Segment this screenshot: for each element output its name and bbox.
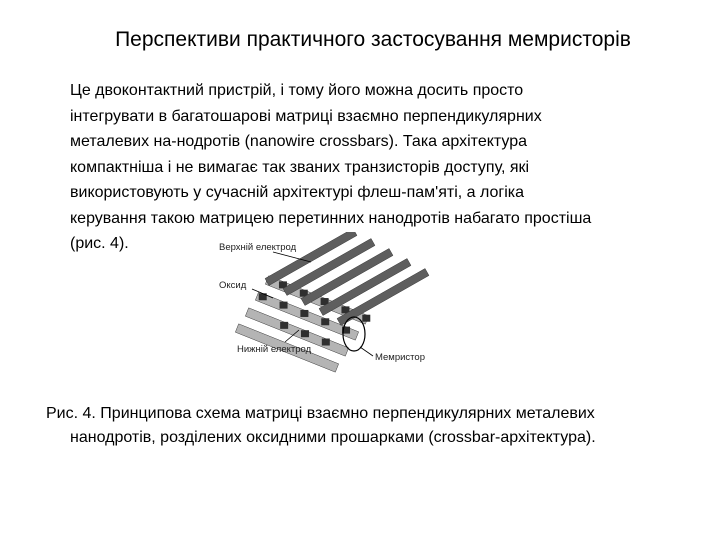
paragraph-line: використовують у сучасній архітектурі флеш-пам'яті, а логіка bbox=[70, 184, 525, 201]
paragraph-line: керування такою матрицею перетинних нанодротів набагато простіша bbox=[70, 209, 592, 227]
oxide-block bbox=[322, 339, 330, 346]
oxide-label: Оксид bbox=[219, 280, 247, 291]
oxide-block bbox=[301, 330, 309, 337]
paragraph-line: Це двоконтактний пристрій, і тому його можна досить просто bbox=[70, 82, 524, 99]
crossbar-diagram bbox=[215, 232, 440, 377]
memristor-label: Мемристор bbox=[375, 352, 425, 363]
oxide-block bbox=[321, 318, 329, 325]
caption-line: Рис. 4. Принципова схема матриці взаємно перпендикулярних металевих bbox=[46, 405, 595, 422]
oxide-block bbox=[280, 322, 288, 329]
crossbar-figure bbox=[215, 232, 440, 377]
oxide-block bbox=[362, 315, 370, 322]
oxide-block bbox=[300, 310, 308, 317]
paragraph-line: металевих на-нодротів (nanowire crossbars). Така архітектура bbox=[70, 133, 528, 150]
bottom-electrode-label: Нижній електрод bbox=[237, 344, 312, 355]
caption-line: нанодротів, розділених оксидними прошарками (crossbar-архітектура). bbox=[70, 429, 596, 446]
oxide-block bbox=[280, 302, 288, 309]
paragraph-line: компактніша і не вимагає так званих транзисторів доступу, які bbox=[70, 158, 530, 176]
figure-caption bbox=[46, 402, 696, 450]
slide-title: Перспективи практичного застосування мемристорів bbox=[115, 28, 631, 51]
body-paragraph bbox=[70, 78, 690, 257]
oxide-block bbox=[259, 293, 267, 300]
paragraph-line: інтегрувати в багатошарові матриці взаємно перпендикулярних bbox=[70, 107, 542, 125]
top-electrode-label: Верхній електрод bbox=[219, 242, 297, 253]
paragraph-line: (рис. 4). bbox=[70, 235, 129, 252]
memristor-leader bbox=[360, 347, 373, 356]
